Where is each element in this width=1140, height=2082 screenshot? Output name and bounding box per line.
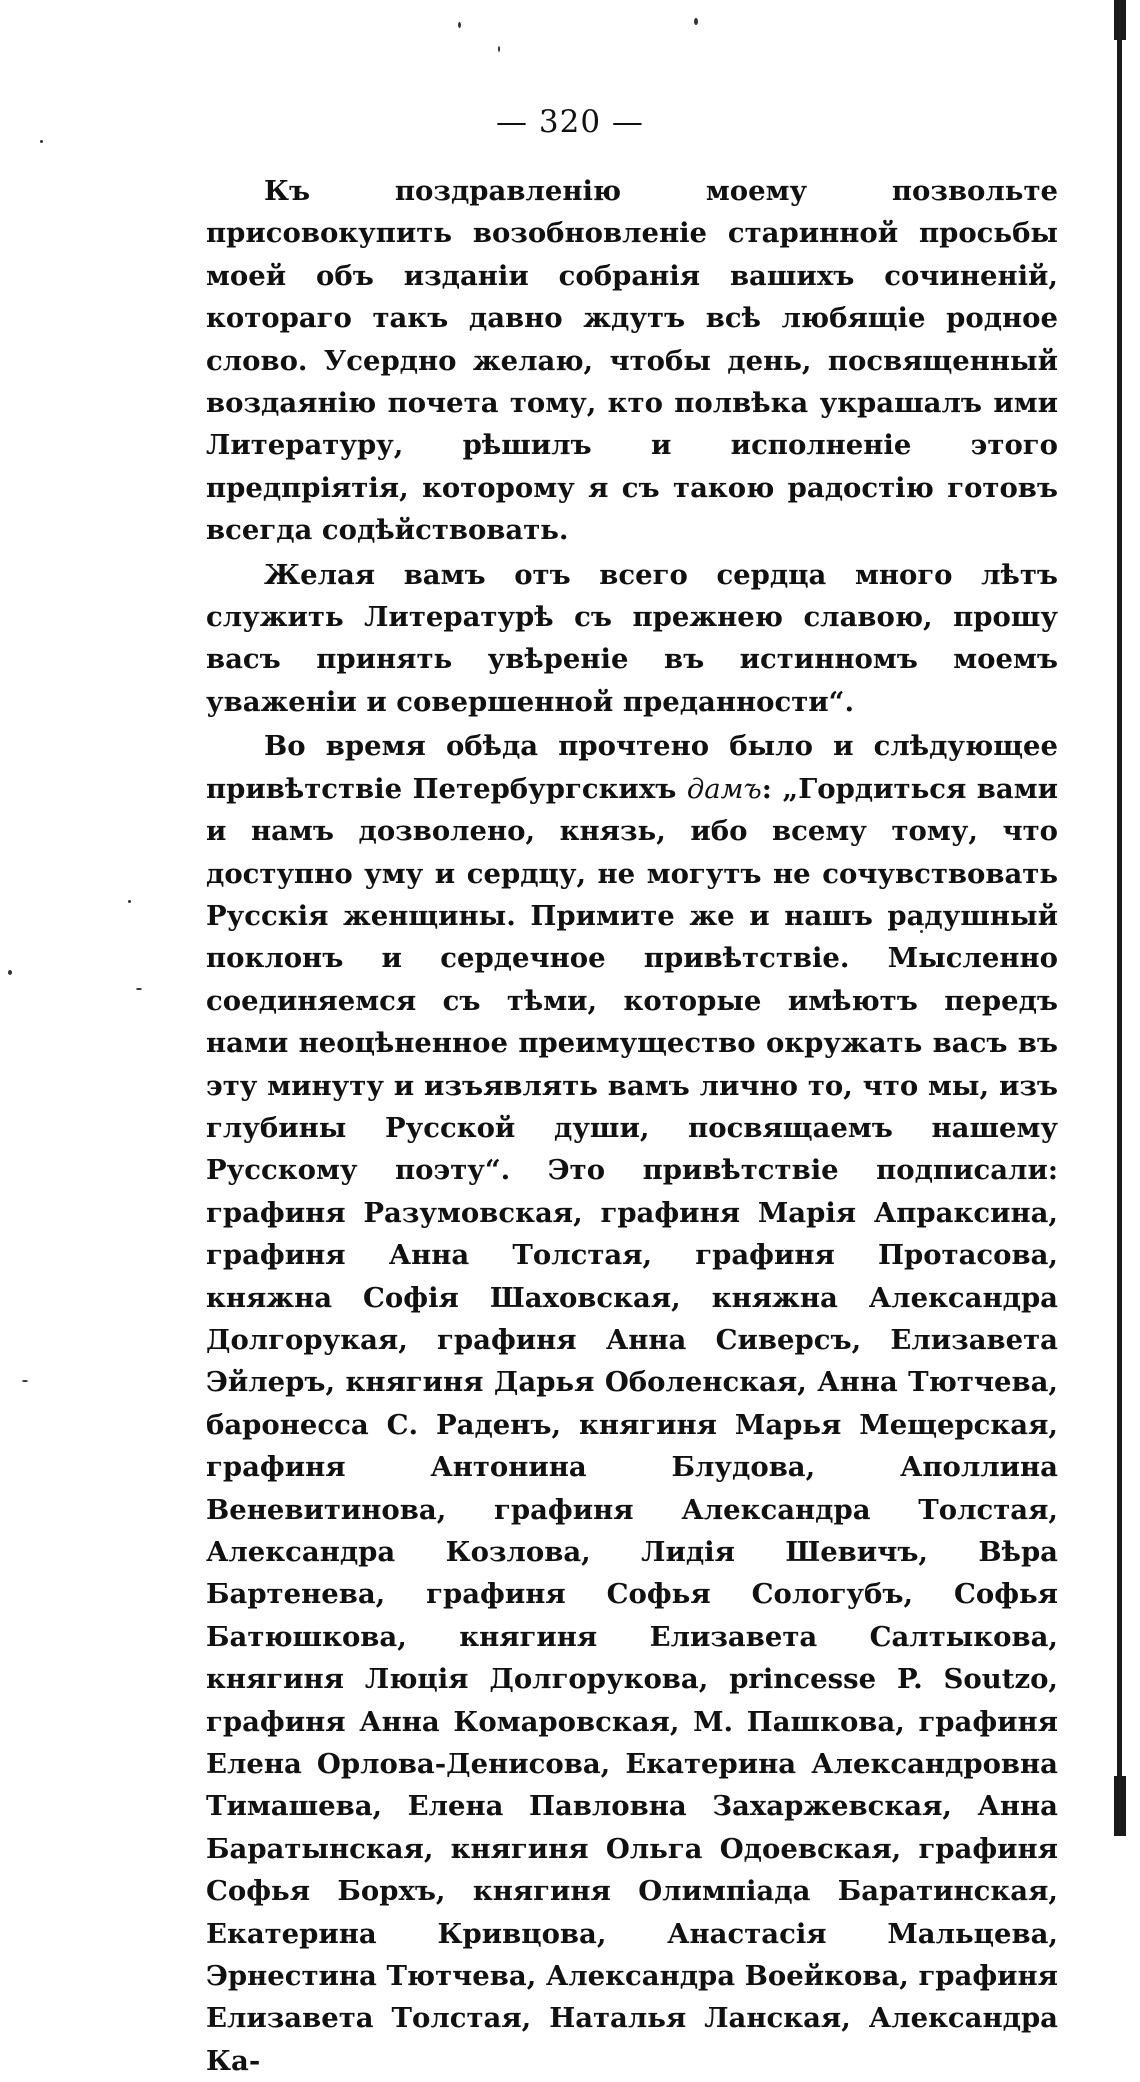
scan-speck — [458, 22, 461, 28]
scan-speck — [8, 970, 12, 975]
paragraph — [206, 725, 1058, 2082]
scan-speck — [498, 46, 500, 52]
scan-speck — [136, 988, 142, 990]
italic-word: дамъ — [686, 772, 762, 805]
scan-speck — [40, 140, 43, 143]
page-number: — 320 — — [496, 104, 644, 140]
paragraph-text: Во время обѣда прочтено было и слѣдующее привѣтствіе Петербургскихъ — [206, 730, 1058, 805]
scan-edge-mark — [1114, 1776, 1126, 1836]
paragraph: Желая вамъ отъ всего сердца много лѣтъ служить Литературѣ съ прежнею славою, прошу васъ принять увѣреніе въ истинномъ моемъ уваженіи и совершенной преданности“. — [206, 558, 1058, 718]
scan-speck — [22, 1380, 28, 1382]
body-text — [206, 170, 1058, 2082]
scan-speck — [694, 18, 698, 25]
paragraph: Къ поздравленію моему позвольте присовокупить возобновленіе старинной просьбы моей объ изданіи собранія вашихъ сочиненій, котораго такъ давно ждутъ всѣ любящіе родное слово. Усердно желаю, чтобы день, посвященный воздаянію почета тому, кто полвѣка украшалъ ими Литературу, рѣшилъ и исполненіе этого предпріятія, которому я съ такою радостію готовъ всегда содѣйствовать. — [206, 175, 1058, 547]
scan-speck — [128, 900, 131, 903]
paragraph-text: : „Гордиться вами и намъ дозволено, князь, ибо всему тому, что доступно уму и сердцу, не могутъ не сочувствовать Русскія женщины. Примите же и нашъ радушный поклонъ и сердечное привѣтствіе. Мысленно соединяемся съ тѣми, которые имѣютъ передъ нами неоцѣненное преимущество окружать васъ въ эту минуту и изъявлять вамъ лично то, что мы, изъ глубины Русской души, посвящаемъ нашему Русскому поэту“. Это привѣтствіе подписали: графиня Разумовская, графиня Марія Апраксина, графиня Анна Толстая, графиня Протасова, княжна Софія Шаховская, княжна Александра Долгорукая, графиня Анна Сиверсъ, Елизавета Эйлеръ, княгиня Дарья Оболенская, Анна Тютчева, баронесса С. Раденъ, княгиня Марья Мещерская, графиня Антонина Блудова, Аполлина Веневитинова, графиня Александра Толстая, Александра Козлова, Лидія Шевичъ, Вѣра Бартенева, графиня Софья Сологубъ, Софья Батюшкова, княгиня Елизавета Салтыкова, княгиня Люція Долгорукова, princesse P. Soutzo, графиня Анна Комаровская, М. Пашкова, графиня Елена Орлова-Денисова, Екатерина Александровна Тимашева, Елена Павловна Захаржевская, Анна Баратынская, княгиня Ольга Одоевская, графиня Софья Борхъ, княгиня Олимпіада Баратинская, Екатерина Кривцова, Анастасія Мальцева, Эрнестина Тютчева, Александра Воейкова, графиня Елизавета Толстая, Наталья Ланская, Александра Ка- — [206, 772, 1058, 2077]
scan-edge-mark — [1117, 0, 1122, 1836]
